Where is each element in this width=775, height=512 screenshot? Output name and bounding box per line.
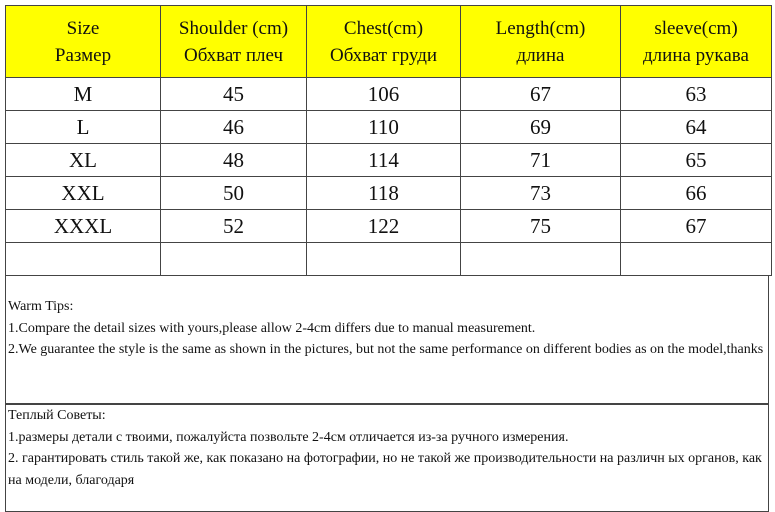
size-chart (5, 5, 771, 512)
cell-size: XL (6, 144, 161, 177)
cell-chest: 110 (307, 111, 461, 144)
cell-size: XXXL (6, 210, 161, 243)
header-shoulder: Shoulder (cm) Обхват плеч (161, 6, 307, 78)
cell-length (461, 243, 621, 276)
size-table (5, 5, 772, 276)
table-row-empty (6, 243, 772, 276)
cell-size: M (6, 78, 161, 111)
cell-sleeve: 64 (621, 111, 772, 144)
cell-length: 69 (461, 111, 621, 144)
cell-sleeve: 67 (621, 210, 772, 243)
cell-chest: 114 (307, 144, 461, 177)
warm-tips-ru-line-1: 1.размеры детали с твоими, пожалуйста позвольте 2-4см отличается из-за ручного измерения. (8, 429, 569, 445)
cell-chest: 118 (307, 177, 461, 210)
cell-shoulder (161, 243, 307, 276)
header-sleeve: sleeve(cm) длина рукава (621, 6, 772, 78)
cell-size: XXL (6, 177, 161, 210)
cell-shoulder: 50 (161, 177, 307, 210)
cell-chest (307, 243, 461, 276)
cell-shoulder: 52 (161, 210, 307, 243)
table-row (6, 210, 772, 243)
cell-shoulder: 48 (161, 144, 307, 177)
header-size: Size Размер (6, 6, 161, 78)
cell-length: 75 (461, 210, 621, 243)
table-row (6, 177, 772, 210)
cell-sleeve: 65 (621, 144, 772, 177)
warm-tips-ru-title: Теплый Советы: (8, 408, 106, 423)
warm-tips-ru-line-2: 2. гарантировать стиль такой же, как показано на фотографии, но не такой же производительности на различн ых органов, как на модели, благодаря (8, 451, 762, 488)
table-header-row (6, 6, 772, 78)
cell-chest: 106 (307, 78, 461, 111)
header-chest: Chest(cm) Обхват груди (307, 6, 461, 78)
warm-tips-english (5, 276, 769, 404)
cell-shoulder: 45 (161, 78, 307, 111)
table-row (6, 78, 772, 111)
cell-chest: 122 (307, 210, 461, 243)
cell-length: 67 (461, 78, 621, 111)
table-row (6, 111, 772, 144)
warm-tips-russian (5, 404, 769, 512)
cell-length: 71 (461, 144, 621, 177)
cell-sleeve: 66 (621, 177, 772, 210)
warm-tips-line-2: 2.We guarantee the style is the same as shown in the pictures, but not the same performance on different bodies as on the model,thanks (8, 342, 764, 357)
cell-shoulder: 46 (161, 111, 307, 144)
warm-tips-line-1: 1.Compare the detail sizes with yours,please allow 2-4cm differs due to manual measurement. (8, 320, 536, 336)
header-length: Length(cm) длина (461, 6, 621, 78)
warm-tips-title: Warm Tips: (8, 299, 74, 314)
table-row (6, 144, 772, 177)
cell-sleeve (621, 243, 772, 276)
cell-length: 73 (461, 177, 621, 210)
cell-size: L (6, 111, 161, 144)
cell-sleeve: 63 (621, 78, 772, 111)
cell-size (6, 243, 161, 276)
